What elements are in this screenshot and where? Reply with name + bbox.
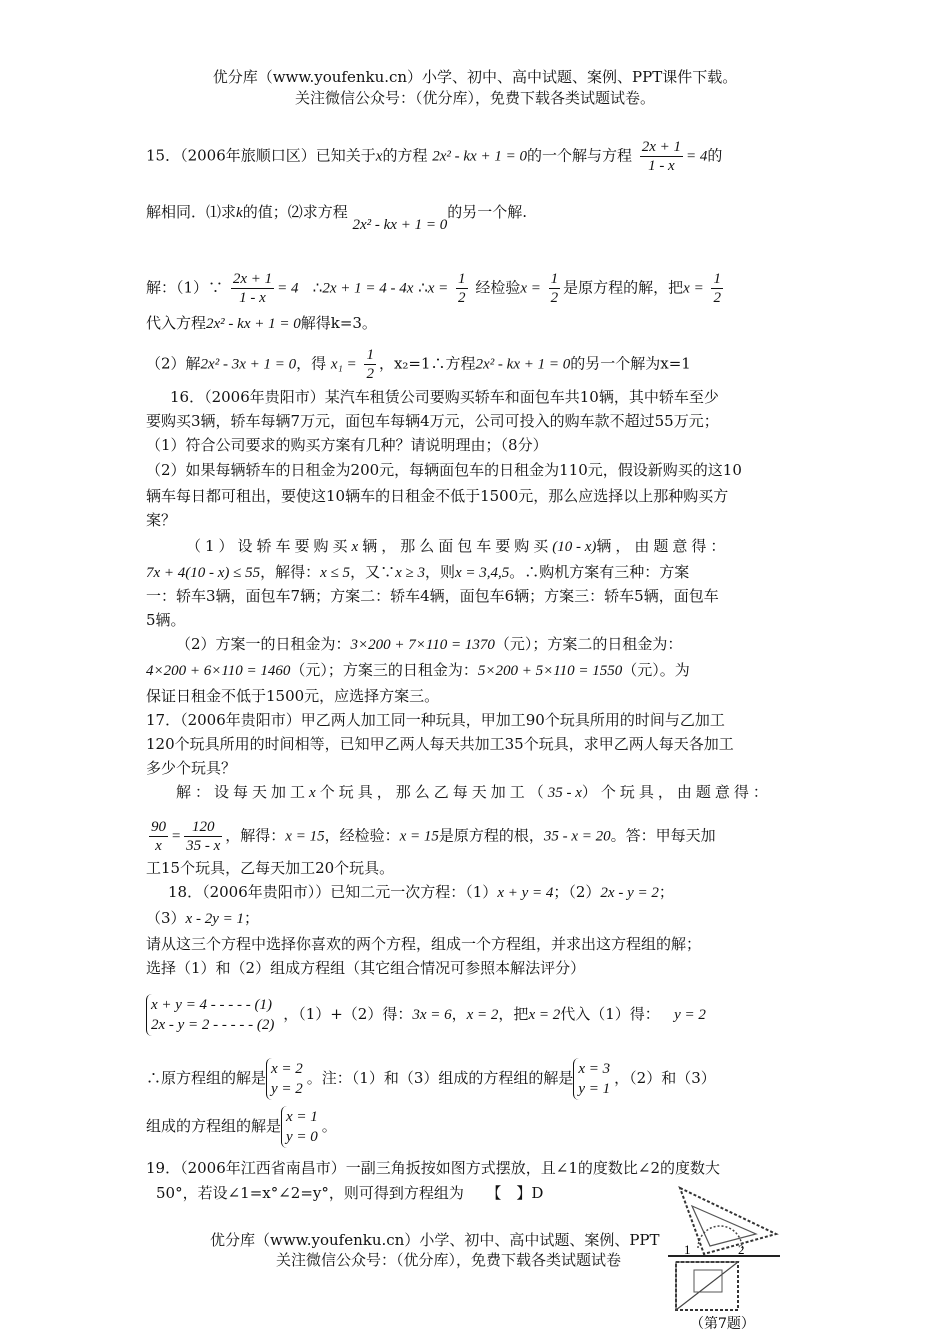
q18-line1: 18．（2006年贵阳市））已知二元一次方程：（1）x + y = 4；（2）2x - y = 2；	[168, 883, 674, 901]
q18-sol2: ∴原方程组的解是 x = 2 y = 2 。注：（1）和（3）组成的方程组的解是 x = 3 y = 1 ，（2）和（3）	[146, 1058, 716, 1100]
page-footer-line1: 优分库（www.youfenku.cn）小学、初中、高中试题、案例、PPT	[210, 1231, 660, 1249]
q18-line3: 请从这三个方程中选择你喜欢的两个方程，组成一个方程组，并求出这方程组的解；	[146, 935, 702, 953]
q16-line4: （2）如果每辆轿车的日租金为200元，每辆面包车的日租金为110元，假设新购买的这10	[146, 461, 742, 479]
q18-sol1: x + y = 4 - - - - - (1) 2x - y = 2 - - - - - (2) ，（1）+（2）得：3x = 6，x = 2，把x = 2代入（1）得： y = 2	[146, 994, 706, 1036]
q16-sol6: 4×200 + 6×110 = 1460（元）；方案三的日租金为：5×200 + 5×110 = 1550（元）。为	[146, 661, 690, 679]
page-header-line2: 关注微信公众号：（优分库），免费下载各类试题试卷。	[294, 89, 655, 107]
q19-line1: 19．（2006年江西省南昌市）一副三角扳按如图方式摆放，且∠1的度数比∠2的度数大	[146, 1159, 720, 1177]
q16-line2: 要购买3辆，轿车每辆7万元，面包车每辆4万元，公司可投入的购车款不超过55万元；	[146, 412, 719, 430]
page-footer-line2: 关注微信公众号：（优分库），免费下载各类试题试卷	[276, 1251, 622, 1269]
q16-sol1: （1）设轿车要购买x辆，那么面包车要购买(10 - x)辆，由题意得：	[186, 537, 730, 555]
q16-sol7: 保证日租金不低于1500元，应选择方案三。	[146, 687, 440, 705]
q16-sol2: 7x + 4(10 - x) ≤ 55，解得：x ≤ 5，又∵x ≥ 3，则x = 3,4,5。∴购机方案有三种：方案	[146, 563, 690, 581]
q16-line1: 16．（2006年贵阳市）某汽车租赁公司要购买轿车和面包车共10辆，其中轿车至少	[170, 388, 719, 406]
q17-line3: 多少个玩具？	[146, 759, 237, 777]
q15-line2: 解相同．⑴求k的值；⑵求方程 2x² - kx + 1 = 0的另一个解.	[146, 203, 527, 233]
set-square-diagram	[668, 1184, 780, 1332]
q16-line3: （1）符合公司要求的购买方案有几种？请说明理由；（8分）	[146, 436, 548, 454]
q17-sol2: $\frac{90}{x}$ = $\frac{120}{35 - x}$ ，解得：x = 15，经检验：x = 15是原方程的根，35 - x = 20。答：甲每天加	[151, 819, 716, 854]
q17-line2: 120个玩具所用的时间相等，已知甲乙两人每天共加工35个玩具，求甲乙两人每天各加工	[146, 735, 734, 753]
page-header-line1: 优分库（www.youfenku.cn）小学、初中、高中试题、案例、PPT课件下载。	[212, 68, 738, 86]
q17-sol1: 解：设每天加工x个玩具，那么乙每天加工（35 - x）个玩具，由题意得：	[176, 783, 772, 801]
q19-line2: 50°，若设∠1=x°∠2=y°，则可得到方程组为 【 】D	[156, 1184, 544, 1202]
figure-caption: （第7题）	[690, 1316, 755, 1332]
q16-sol4: 5辆。	[146, 611, 186, 629]
q17-line1: 17．（2006年贵阳市）甲乙两人加工同一种玩具，甲加工90个玩具所用的时间与乙加工	[146, 711, 725, 729]
q16-sol3: 一：轿车3辆，面包车7辆；方案二：轿车4辆，面包车6辆；方案三：轿车5辆，面包车	[146, 587, 719, 605]
q15-sol2: 代入方程2x² - kx + 1 = 0解得k=3。	[146, 314, 377, 332]
q18-line2: （3）x - 2y = 1；	[146, 909, 259, 927]
angle-2-label: 2	[738, 1242, 745, 1257]
q16-line6: 案？	[146, 511, 177, 529]
q16-line5: 辆车每日都可租出，要使这10辆车的日租金不低于1500元，那么应选择以上那种购买方	[146, 487, 729, 505]
q18-sol3: 组成的方程组的解是 x = 1 y = 0 。	[146, 1106, 337, 1148]
q18-line4: 选择（1）和（2）组成方程组（其它组合情况可参照本解法评分）	[146, 959, 586, 977]
angle-1-label: 1	[684, 1242, 691, 1257]
q15-sol3: （2）解2x² - 3x + 1 = 0，得 x₁ = $\frac{1}{2}$ ，x₂=1∴方程2x² - kx + 1 = 0的另一个解为x=1	[146, 347, 691, 382]
set-square-figure	[668, 1184, 780, 1332]
q15-sol1: 解：（1）∵ $\frac{2x + 1}{1 - x}$ = 4 ∴2x + 1 = 4 - 4x ∴x = $\frac{1}{2}$ 经检验x = $\frac{1}{2}$ 是原方程的解，把x = $\frac{1}{2}$	[146, 271, 721, 306]
q15-line1: 15．（2006年旅顺口区）已知关于x的方程 2x² - kx + 1 = 0的一个解与方程 $\frac{2x + 1}{1 - x}$ = 4的	[146, 139, 723, 174]
q16-sol5: （2）方案一的日租金为：3×200 + 7×110 = 1370（元）；方案二的日租金为：	[176, 635, 683, 653]
q17-sol3: 工15个玩具，乙每天加工20个玩具。	[146, 859, 395, 877]
